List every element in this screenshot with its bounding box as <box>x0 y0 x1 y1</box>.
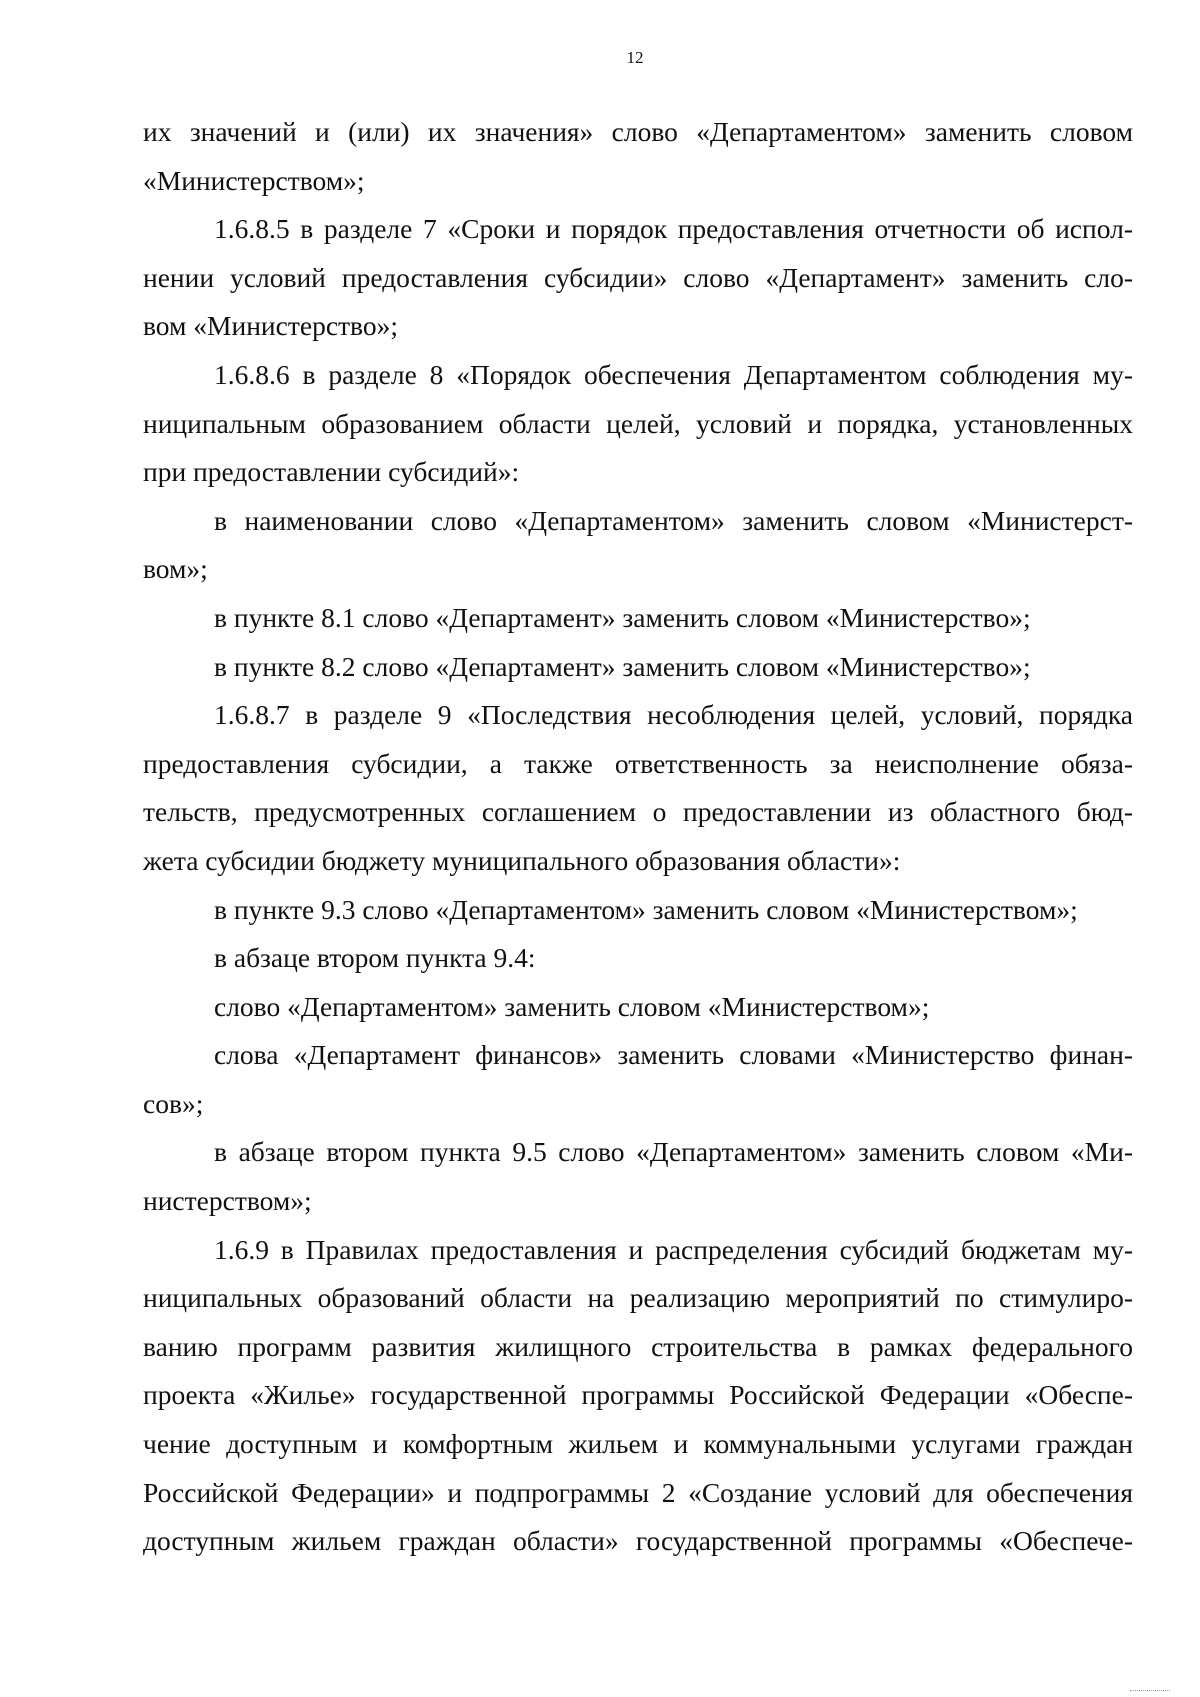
text-line: «Министерством»; <box>143 164 365 196</box>
text-line: нистерством»; <box>143 1185 312 1217</box>
text-line: в пункте 9.3 слово «Департаментом» заменить словом «Министерством»; <box>214 893 1078 925</box>
text-line: вом «Министерство»; <box>143 310 398 342</box>
text-line: ниципальным образованием области целей, условий и порядка, установленных <box>143 407 1133 439</box>
text-line: чение доступным и комфортным жильем и коммунальными услугами граждан <box>143 1428 1133 1460</box>
text-line: доступным жильем граждан области» государственной программы «Обеспече- <box>143 1525 1133 1557</box>
text-line: ниципальных образований области на реализацию мероприятий по стимулиро- <box>143 1282 1133 1314</box>
text-line: 1.6.8.6 в разделе 8 «Порядок обеспечения Департаментом соблюдения му- <box>214 358 1133 390</box>
text-line: предоставления субсидии, а также ответственность за неисполнение обяза- <box>143 747 1133 779</box>
text-line: в абзаце втором пункта 9.5 слово «Департаментом» заменить словом «Ми- <box>214 1136 1133 1168</box>
text-line: в наименовании слово «Департаментом» заменить словом «Министерст- <box>214 504 1133 536</box>
text-line: тельств, предусмотренных соглашением о предоставлении из областного бюд- <box>143 796 1133 828</box>
text-line: 1.6.9 в Правилах предоставления и распределения субсидий бюджетам му- <box>214 1233 1133 1265</box>
text-line: 1.6.8.7 в разделе 9 «Последствия несоблюдения целей, условий, порядка <box>214 699 1133 731</box>
text-line: 1.6.8.5 в разделе 7 «Сроки и порядок предоставления отчетности об испол- <box>214 213 1133 245</box>
text-line: в пункте 8.2 слово «Департамент» заменить словом «Министерство»; <box>214 650 1031 682</box>
text-line: ванию программ развития жилищного строительства в рамках федерального <box>143 1330 1133 1362</box>
page-number: 12 <box>626 48 644 67</box>
text-line: проекта «Жилье» государственной программы Российской Федерации «Обеспе- <box>143 1379 1133 1411</box>
text-line: слова «Департамент финансов» заменить словами «Министерство финан- <box>214 1039 1133 1071</box>
text-line: Российской Федерации» и подпрограммы 2 «Создание условий для обеспечения <box>143 1476 1133 1508</box>
scan-artifact <box>1130 1690 1170 1695</box>
text-line: вом»; <box>143 553 208 585</box>
document-body <box>143 108 1133 1566</box>
text-line: в абзаце втором пункта 9.4: <box>214 942 536 974</box>
text-line: сов»; <box>143 1087 204 1119</box>
text-line: в пункте 8.1 слово «Департамент» заменить словом «Министерство»; <box>214 601 1031 633</box>
text-line: их значений и (или) их значения» слово «Департаментом» заменить словом <box>143 116 1133 147</box>
text-line: слово «Департаментом» заменить словом «Министерством»; <box>214 990 930 1022</box>
text-line: жета субсидии бюджету муниципального образования области»: <box>143 844 901 876</box>
text-line: нении условий предоставления субсидии» слово «Департамент» заменить сло- <box>143 261 1133 293</box>
text-line: при предоставлении субсидий»: <box>143 456 520 488</box>
